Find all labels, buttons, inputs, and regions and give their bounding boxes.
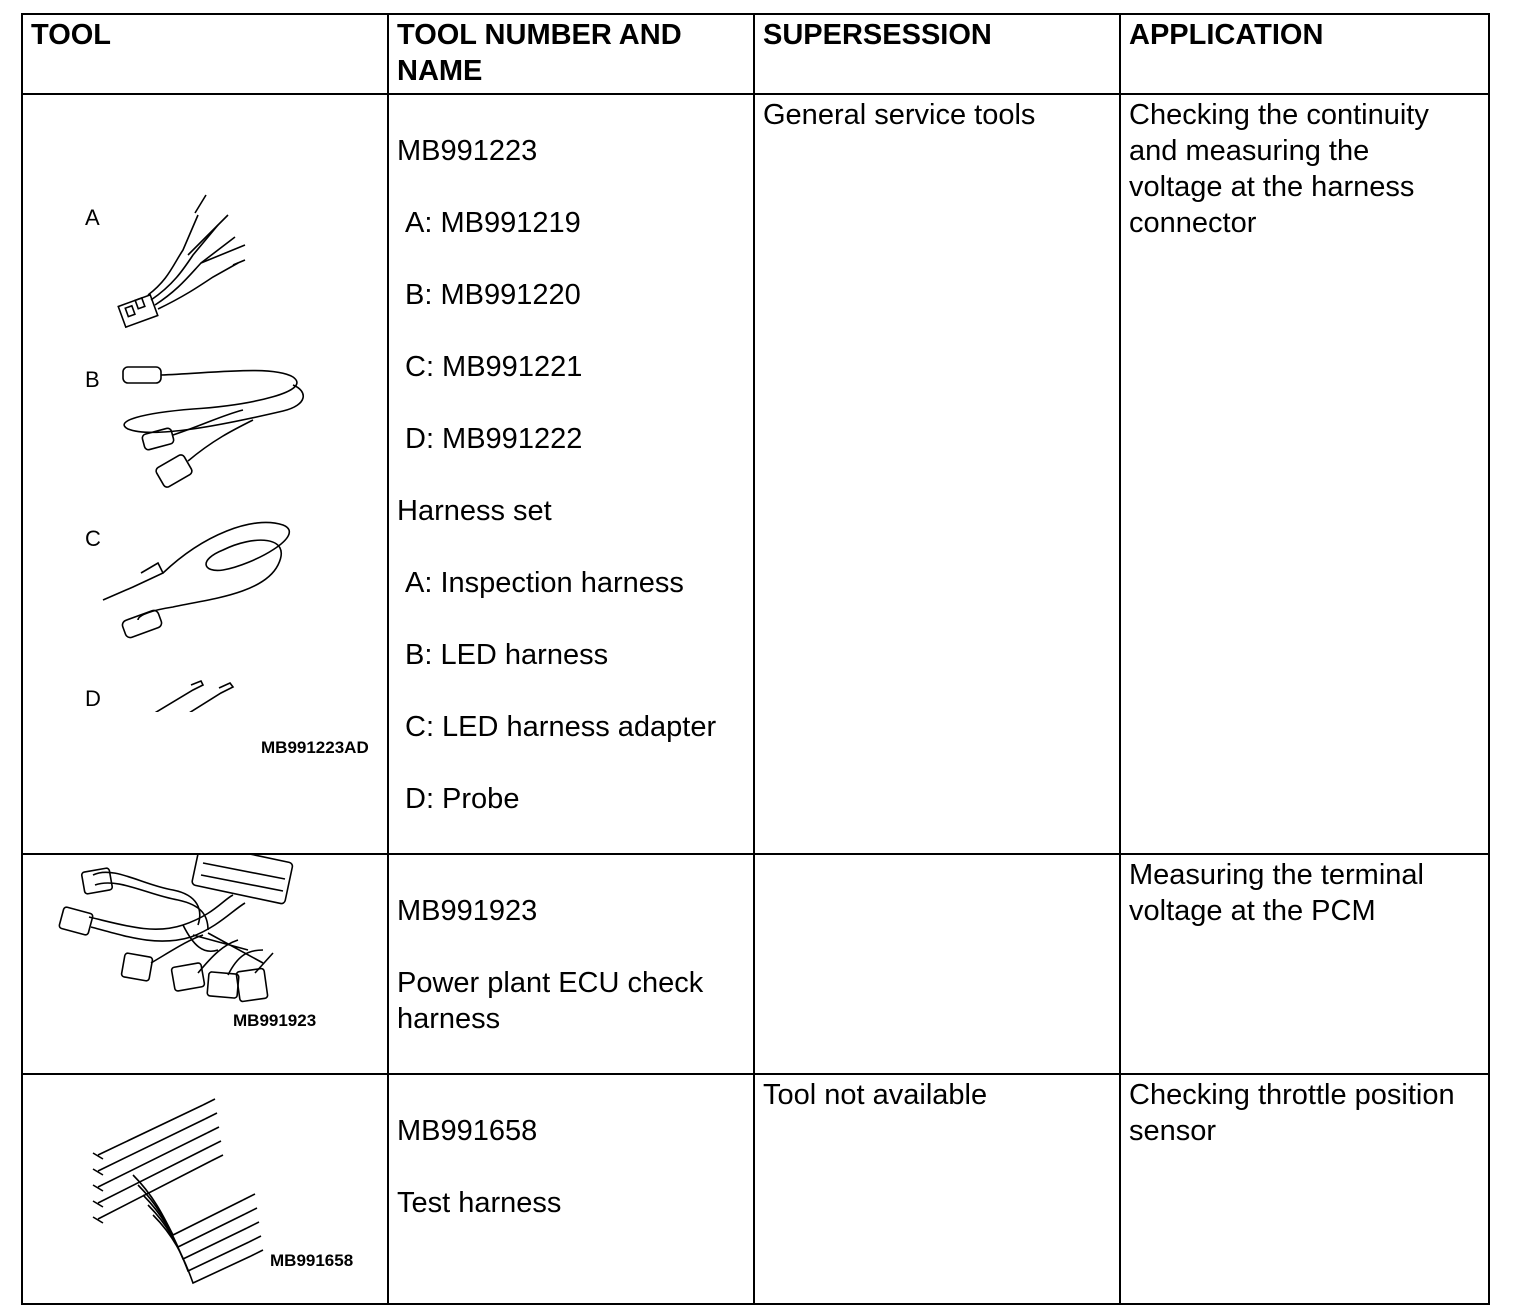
tool-name: Power plant ECU check harness — [397, 967, 704, 1035]
supersession-cell — [754, 854, 1120, 1074]
tool-illustration-cell — [22, 854, 388, 1074]
table-row — [22, 854, 1489, 1074]
application-text: Checking throttle position sensor — [1129, 1079, 1455, 1147]
application-cell — [1120, 1074, 1489, 1304]
supersession-cell — [754, 1074, 1120, 1304]
tool-illustration-cell — [22, 94, 388, 854]
table-row — [22, 94, 1489, 854]
tool-number-name-cell — [388, 1074, 754, 1304]
supersession-text: Tool not available — [763, 1079, 988, 1111]
tool-number: MB991223 — [397, 135, 538, 167]
subitem-number: D: MB991222 — [405, 423, 583, 455]
test-harness-icon — [23, 1075, 387, 1303]
tool-name: Test harness — [397, 1187, 562, 1219]
application-cell — [1120, 94, 1489, 854]
supersession-cell — [754, 94, 1120, 854]
illustration-code: MB991923 — [233, 1011, 317, 1030]
table-row — [22, 1074, 1489, 1304]
supersession-text — [755, 855, 1119, 857]
label-a: A — [85, 205, 100, 230]
label-b: B — [85, 367, 100, 392]
application-cell — [1120, 854, 1489, 1074]
special-tools-table — [21, 13, 1490, 1305]
tool-number: MB991923 — [397, 895, 538, 927]
label-c: C — [85, 526, 101, 551]
header-supersession: SUPERSESSION — [754, 14, 1120, 94]
subitem-number: B: MB991220 — [405, 279, 581, 311]
tool-number-name-cell — [388, 94, 754, 854]
application-text: Checking the continuity and measuring the voltage at the harness connector — [1129, 99, 1429, 239]
tool-number: MB991658 — [397, 1115, 538, 1147]
application-text: Measuring the terminal voltage at the PCM — [1129, 859, 1424, 927]
header-tool: TOOL — [22, 14, 388, 94]
illustration-code: MB991658 — [270, 1251, 354, 1270]
supersession-text: General service tools — [763, 99, 1036, 131]
subitem-number: A: MB991219 — [405, 207, 581, 239]
label-d: D — [85, 686, 101, 711]
ecu-check-harness-icon — [23, 855, 387, 1059]
header-application: APPLICATION — [1120, 14, 1489, 94]
tool-name: Harness set — [397, 495, 552, 527]
subitem-name: D: Probe — [405, 783, 520, 815]
tool-illustration-cell — [22, 1074, 388, 1304]
harness-set-icon — [23, 95, 387, 757]
header-row — [22, 14, 1489, 94]
subitem-number: C: MB991221 — [405, 351, 583, 383]
header-tool-number-name: TOOL NUMBER AND NAME — [388, 14, 754, 94]
tool-number-name-cell — [388, 854, 754, 1074]
subitem-name: B: LED harness — [405, 639, 609, 671]
subitem-name: A: Inspection harness — [405, 567, 684, 599]
illustration-code: MB991223AD — [261, 738, 369, 757]
subitem-name: C: LED harness adapter — [405, 711, 717, 743]
